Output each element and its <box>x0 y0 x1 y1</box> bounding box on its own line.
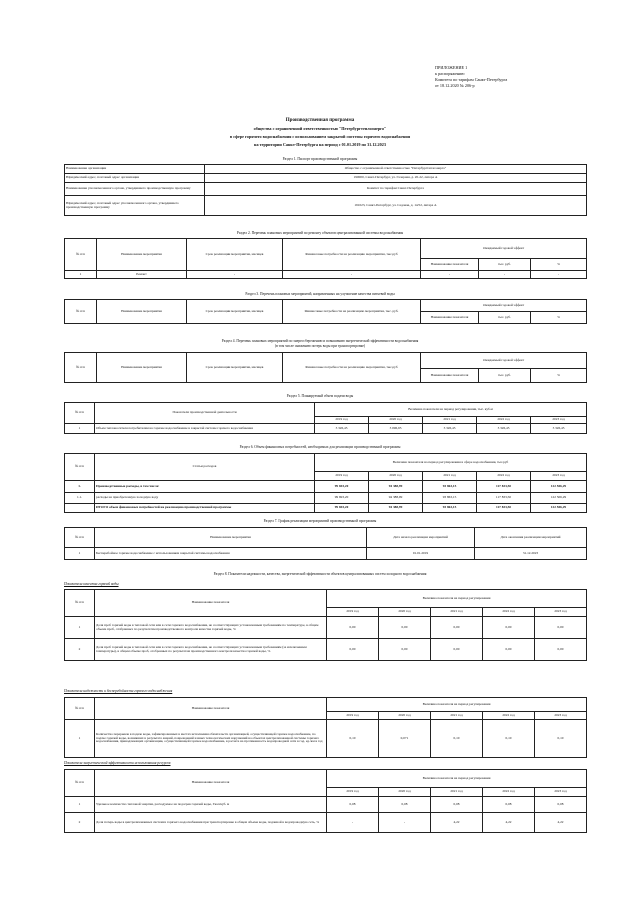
cell: 99 693,20 <box>315 493 369 504</box>
table-row <box>65 403 587 417</box>
cell: Удельное количество тепловой энергии, расходуемое на подогрев горячей воды, Гкал/куб. м <box>95 797 327 813</box>
cell: 122 506,29 <box>531 504 587 513</box>
cell: Количество перерывов в подаче воды, зафиксированных в местах исполнения обязательств организацией, осуществляющей горячее водоснабжение, по подаче горячей воды, возникших в результате аварий, повреждений и иных технологических нарушений на объектах централизованной системы горячего водоснабжения, принадлежащих организации, осуществляющей горячее водоснабжение, в расчете на протяженность водопроводной сети в год, ед./км в год <box>95 720 327 758</box>
year-header: 2021 год <box>431 712 483 720</box>
cell: - <box>327 813 379 833</box>
col-header: Наименование показателя <box>421 312 479 324</box>
s8-group1-label: Показатели качества горячей воды <box>64 582 119 586</box>
year-header: 2023 год <box>531 417 587 424</box>
cell: 0,071 <box>379 720 431 758</box>
cell: 0,08 <box>483 797 535 813</box>
year-header: 2022 год <box>477 417 531 424</box>
cell: Бесперебойное горячее водоснабжение с использованием закрытой системы водоснабжения <box>95 548 367 560</box>
col-header: Ожидаемый годовой эффект <box>421 300 587 312</box>
cell: 0,00 <box>327 617 379 639</box>
col-header: Ожидаемый годовой эффект <box>421 353 587 369</box>
cell: - <box>283 271 421 279</box>
cell: 3 096,95 <box>369 424 423 434</box>
s4-table <box>64 352 587 383</box>
year-header: 2020 год <box>369 417 423 424</box>
cell: 0,00 <box>379 617 431 639</box>
s1-value: Комитет по тарифам Санкт-Петербурга <box>205 183 587 196</box>
col-header: Наименование мероприятия <box>95 528 367 548</box>
table-row <box>65 493 587 504</box>
table-row <box>65 271 587 279</box>
col-header: Наименование показателя <box>95 770 327 797</box>
col-header: № п/п <box>65 528 95 548</box>
col-header: Наименование показателя <box>421 259 479 271</box>
col-header: Величина показателя на период регулирования <box>327 698 587 712</box>
cell: 0,00 <box>327 639 379 661</box>
year-header: 2023 год <box>535 788 587 797</box>
table-row <box>65 504 587 513</box>
table-row <box>65 481 587 493</box>
s6-table <box>64 453 587 513</box>
col-header: № п/п <box>65 300 97 324</box>
table-row <box>65 353 587 369</box>
cell: ИТОГО объем финансовых потребностей на реализацию производственной программы <box>95 504 315 513</box>
col-header: Наименование показателя <box>95 698 327 720</box>
col-header: Ожидаемый годовой эффект <box>421 239 587 259</box>
table-row <box>65 639 587 661</box>
cell: 0,00 <box>535 617 587 639</box>
s8-g2-table <box>64 697 587 758</box>
table-row <box>65 797 587 813</box>
cell: 1 <box>65 271 97 279</box>
year-header: 2020 год <box>379 712 431 720</box>
col-header: Показатели производственной деятельности <box>95 403 315 424</box>
col-header: тыс. руб. <box>479 259 531 271</box>
col-header: Срок реализации мероприятия, месяцев <box>187 353 283 383</box>
col-header: Наименование показателя <box>95 590 327 617</box>
cell: 0,00 <box>535 639 587 661</box>
year-header: 2019 год <box>327 608 379 617</box>
cell: 1 <box>65 424 95 434</box>
col-header: Дата начала реализации мероприятий <box>367 528 475 548</box>
cell: 2 <box>65 813 95 833</box>
s2-heading: Раздел 2. Перечень плановых мероприятий по ремонту объектов централизованной системы водоснабжения <box>236 231 404 235</box>
cell: 3 326,45 <box>315 424 369 434</box>
col-header: Наименование мероприятия <box>97 239 187 271</box>
col-header: Финансовые потребности на реализацию мероприятия, тыс.руб <box>283 353 421 383</box>
col-header: тыс. руб. <box>479 312 531 324</box>
cell: - <box>479 271 531 279</box>
table-row <box>65 617 587 639</box>
col-header: № п/п <box>65 770 95 797</box>
appendix-line-2: к распоряжению <box>435 71 465 76</box>
s8-g3-table <box>64 769 587 833</box>
cell: 0,08 <box>535 797 587 813</box>
cell: 0,00 <box>431 617 483 639</box>
s1-label: Наименование организации <box>65 165 205 174</box>
table-row <box>65 424 587 434</box>
table-row <box>65 548 587 560</box>
cell: 2 <box>65 639 95 661</box>
cell: 1 <box>65 617 95 639</box>
s1-value: Общество с ограниченной ответственностью "Петербургтеплоэнерго" <box>205 165 587 174</box>
s1-value: 191023, Санкт-Петербург, ул. Садовая, д. 14/52, литера А <box>205 196 587 216</box>
col-header: Финансовые потребности на реализацию мероприятия, тыс.руб <box>283 239 421 271</box>
col-header: Величина показателя на период регулирования в сфере водоснабжения, тыс.руб <box>315 454 587 472</box>
year-header: 2023 год <box>535 608 587 617</box>
table-row <box>65 454 587 472</box>
cell: 99 693,20 <box>315 504 369 513</box>
s3-heading: Раздел 3. Перечень плановых мероприятий, направленных на улучшение качества питьевой воды <box>245 292 395 296</box>
doc-subtitle-1: общества с ограниченной ответственностью "Петербургтеплоэнерго" <box>253 126 387 131</box>
cell: 122 506,29 <box>531 493 587 504</box>
cell: 94 388,99 <box>369 493 423 504</box>
year-header: 2022 год <box>477 472 531 481</box>
s1-table <box>64 164 587 216</box>
col-header: % <box>531 369 587 383</box>
col-header: Дата окончания реализации мероприятий <box>475 528 587 548</box>
s3-table <box>64 299 587 324</box>
table-row <box>65 196 587 216</box>
appendix-line-4: от 18.12.2020 № 206-р <box>435 83 475 88</box>
table-row <box>65 174 587 183</box>
cell: - <box>187 271 283 279</box>
cell: 4,22 <box>431 813 483 833</box>
col-header: Статьи расходов <box>95 454 315 481</box>
cell: Доля проб горячей воды в тепловой сети или в сети горячего водоснабжения, не соответствующих установленным требованиям по температуре, в общем объеме проб, отобранных по результатам производственного контроля качества горячей воды, % <box>95 617 327 639</box>
year-header: 2022 год <box>483 608 535 617</box>
cell: Объем теплоносителя потребителям на горячее водоснабжение в закрытой системе горячего водоснабжения <box>95 424 315 434</box>
s1-label: Юридический адрес, почтовый адрес уполномоченного органа, утвердившего производственную программу <box>65 196 205 216</box>
cell: Доля потерь воды в централизованных системах горячего водоснабжения при транспортировке в общем объеме воды, поданной в водопроводную сеть, % <box>95 813 327 833</box>
s1-heading: Раздел 1. Паспорт производственной программы <box>282 157 358 161</box>
col-header: Величина показателя на период регулирования, тыс. куб.м <box>315 403 587 417</box>
year-header: 2020 год <box>369 472 423 481</box>
cell: 117 833,50 <box>477 504 531 513</box>
s5-table <box>64 402 587 434</box>
cell: 0,08 <box>327 797 379 813</box>
s1-label: Наименование уполномоченного органа, утвердившего производственную программу <box>65 183 205 196</box>
col-header: Финансовые потребности на реализацию мероприятия, тыс. руб. <box>283 300 421 324</box>
year-header: 2019 год <box>315 472 369 481</box>
table-row <box>65 720 587 758</box>
cell: 0,10 <box>327 720 379 758</box>
cell: 1 <box>65 548 95 560</box>
s6-heading: Раздел 6. Объем финансовых потребностей, необходимых для реализации производственной программы <box>239 445 401 449</box>
cell: Ремонт <box>97 271 187 279</box>
table-row <box>65 813 587 833</box>
doc-subtitle-3: на территории Санкт-Петербурга на период с 01.01.2019 по 31.12.2023 <box>254 142 386 147</box>
cell: 0,08 <box>379 797 431 813</box>
cell: 93 863,15 <box>423 504 477 513</box>
col-header: Величина показателя на период регулирования <box>327 590 587 608</box>
year-header: 2019 год <box>315 417 369 424</box>
year-header: 2021 год <box>431 788 483 797</box>
col-header: № п/п <box>65 403 95 424</box>
cell: 0,10 <box>431 720 483 758</box>
year-header: 2019 год <box>327 788 379 797</box>
cell: - <box>379 813 431 833</box>
cell: 93 863,15 <box>423 481 477 493</box>
cell: 1 <box>65 720 95 758</box>
s8-group2-label: Показатели надежности и бесперебойности горячего водоснабжения <box>64 689 173 693</box>
year-header: 2021 год <box>431 608 483 617</box>
cell: 1.1. <box>65 493 95 504</box>
col-header: № п/п <box>65 239 97 271</box>
s4-heading: Раздел 4. Перечень плановых мероприятий по энергосбережению и повышению энергетической эффективности водоснабжения <box>221 339 419 343</box>
cell: 01.01.2019 <box>367 548 475 560</box>
table-row <box>65 590 587 608</box>
year-header: 2023 год <box>535 712 587 720</box>
col-header: Наименование мероприятия <box>97 353 187 383</box>
table-row <box>65 183 587 196</box>
col-header: Наименование показателя <box>421 369 479 383</box>
table-row <box>65 239 587 259</box>
col-header: тыс. руб. <box>479 369 531 383</box>
cell <box>65 504 95 513</box>
cell: - <box>531 271 587 279</box>
col-header: Величина показателя на период регулирования <box>327 770 587 788</box>
col-header: № п/п <box>65 454 95 481</box>
s5-heading: Раздел 5. Планируемый объем подачи воды <box>286 394 354 398</box>
cell: 0,00 <box>379 639 431 661</box>
col-header: Наименование мероприятия <box>97 300 187 324</box>
s1-label: Юридический адрес, почтовый адрес организации <box>65 174 205 183</box>
doc-subtitle-2: в сфере горячего водоснабжения с использованием закрытой системы горячего водоснабжения <box>229 134 411 139</box>
table-row <box>65 300 587 312</box>
cell: 99 693,20 <box>315 481 369 493</box>
year-header: 2022 год <box>483 712 535 720</box>
cell: 117 833,50 <box>477 493 531 504</box>
cell: 1 <box>65 797 95 813</box>
table-row <box>65 165 587 174</box>
cell: 0,10 <box>535 720 587 758</box>
year-header: 2020 год <box>379 788 431 797</box>
col-header: % <box>531 312 587 324</box>
col-header: Срок реализации мероприятия, месяцев <box>187 239 283 271</box>
s2-table <box>64 238 587 279</box>
cell: 117 833,50 <box>477 481 531 493</box>
col-header: № п/п <box>65 698 95 720</box>
cell: 3 326,45 <box>477 424 531 434</box>
cell: 3 326,45 <box>531 424 587 434</box>
s7-heading: Раздел 7. График реализации мероприятий производственной программы <box>263 519 377 523</box>
table-row <box>65 528 587 548</box>
col-header: Срок реализации мероприятия, месяцев <box>187 300 283 324</box>
cell: 0,00 <box>431 639 483 661</box>
year-header: 2021 год <box>423 417 477 424</box>
cell: 4,22 <box>483 813 535 833</box>
doc-title: Производственная программа <box>285 118 355 123</box>
cell: 4,22 <box>535 813 587 833</box>
cell: 1. <box>65 481 95 493</box>
cell: 3 326,45 <box>423 424 477 434</box>
year-header: 2021 год <box>423 472 477 481</box>
cell: - <box>421 271 479 279</box>
col-header: № п/п <box>65 590 95 617</box>
s7-table <box>64 527 587 560</box>
cell: расходы на приобретенную холодную воду <box>95 493 315 504</box>
cell: Доля проб горячей воды в тепловой сети или в сети горячего водоснабжения, не соответствующих установленным требованиям (за исключением температуры), в общем объеме проб, отобранных по результатам производственного контроля качества горячей воды, % <box>95 639 327 661</box>
s1-value: 190000, Санкт-Петербург, ул. Галерная, д. 20-22, литера А <box>205 174 587 183</box>
cell: 122 506,29 <box>531 481 587 493</box>
col-header: % <box>531 259 587 271</box>
cell: Производственные расходы, в том числе: <box>95 481 315 493</box>
cell: 94 388,99 <box>369 481 423 493</box>
cell: 0,00 <box>483 617 535 639</box>
table-row <box>65 770 587 788</box>
appendix-line-1: ПРИЛОЖЕНИЕ 1 <box>435 65 468 70</box>
cell: 0,08 <box>431 797 483 813</box>
cell: 31.12.2023 <box>475 548 587 560</box>
s8-g1-table <box>64 589 587 661</box>
cell: 0,10 <box>483 720 535 758</box>
s8-group3-label: Показатели энергетической эффективности использования ресурсов <box>64 761 171 765</box>
cell: 0,00 <box>483 639 535 661</box>
table-row <box>65 698 587 712</box>
year-header: 2023 год <box>531 472 587 481</box>
year-header: 2022 год <box>483 788 535 797</box>
year-header: 2020 год <box>379 608 431 617</box>
year-header: 2019 год <box>327 712 379 720</box>
s4-subheading: (в том числе снижению потерь воды при транспортировке) <box>274 344 366 348</box>
appendix-line-3: Комитета по тарифам Санкт-Петербурга <box>435 77 508 82</box>
s8-heading: Раздел 8. Показатели надежности, качества, энергетической эффективности объектов централизованных систем холодного водоснабжения <box>213 572 427 576</box>
cell: 93 863,15 <box>423 493 477 504</box>
col-header: № п/п <box>65 353 97 383</box>
cell: 94 388,99 <box>369 504 423 513</box>
